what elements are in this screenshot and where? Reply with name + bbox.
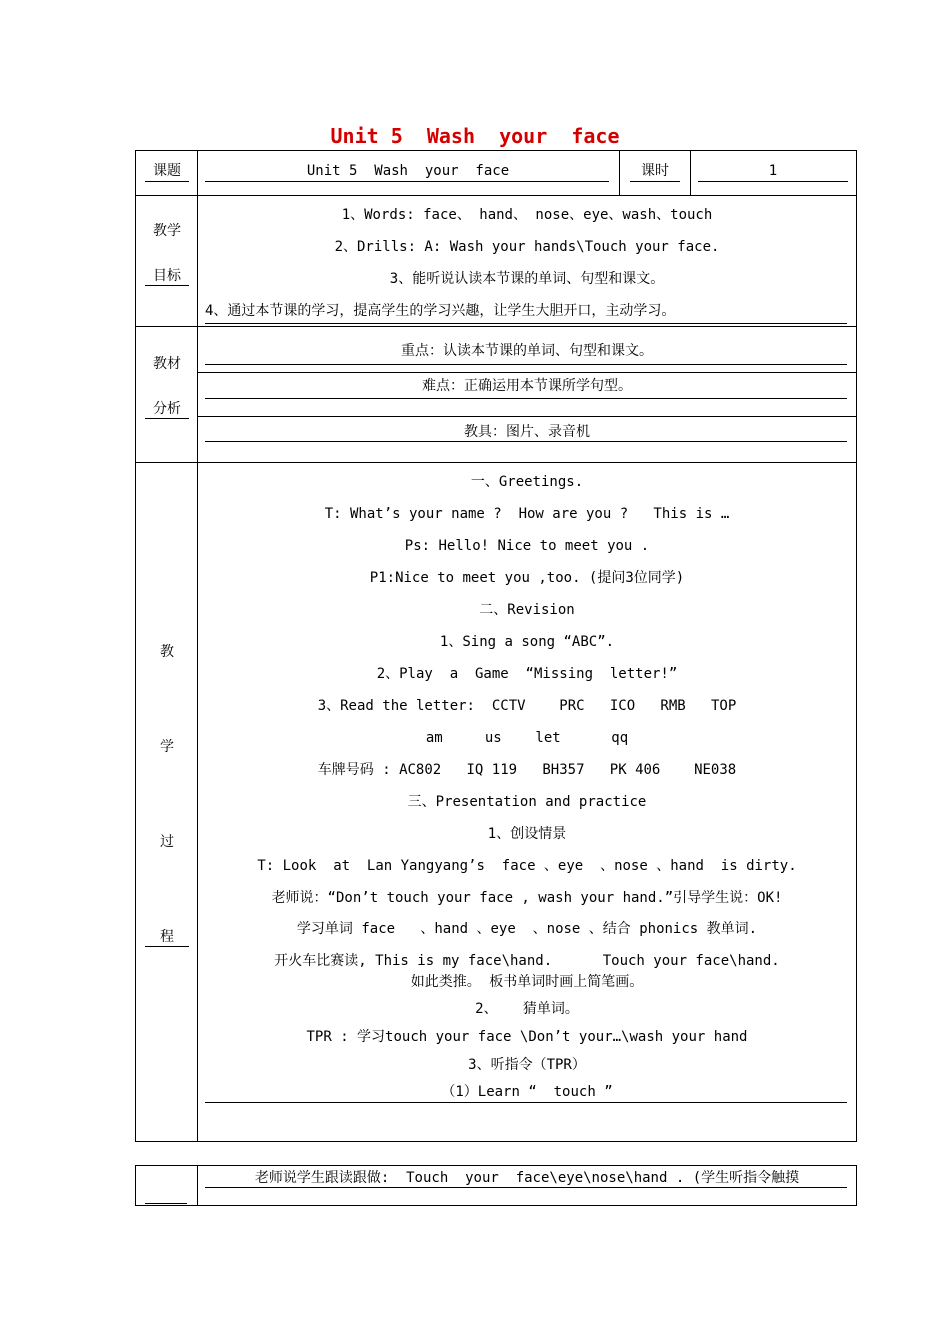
goals-label-line1: 教学 (153, 223, 181, 239)
process-line: 3、听指令（TPR） (468, 1057, 586, 1073)
process-line: TPR : 学习touch your face \Don’t your…\wash your hand (306, 1029, 748, 1045)
process-line: 2、 猜单词。 (475, 1001, 579, 1017)
period-value-underline (698, 181, 848, 182)
analysis-label-line2: 分析 (153, 401, 181, 417)
process-line: T: Look at Lan Yangyang’s face 、eye 、nose 、hand is dirty. (257, 858, 797, 874)
goals-label-line2: 目标 (153, 268, 181, 284)
continuation-left-border (135, 1165, 136, 1206)
table-top-border (135, 150, 857, 151)
process-line: 一、Greetings. (470, 474, 584, 490)
row-divider (135, 462, 857, 463)
analysis-label-line1: 教材 (153, 356, 181, 372)
label-column-divider (197, 150, 198, 1142)
continuation-bottom-border (135, 1205, 857, 1206)
header-divider (619, 150, 620, 195)
continuation-divider (197, 1165, 198, 1206)
topic-value-underline (205, 181, 609, 182)
continuation-right-border (856, 1165, 857, 1206)
process-line: 2、Play a Game “Missing letter!” (376, 666, 678, 682)
process-label-underline (145, 946, 189, 947)
goals-label-underline (145, 285, 189, 286)
process-underline (205, 1102, 847, 1103)
process-line: 老师说：“Don’t touch your face , wash your hand.”引导学生说：OK! (271, 890, 783, 906)
analysis-label-underline (145, 418, 189, 419)
process-line: 1、Sing a song “ABC”. (439, 634, 615, 650)
table-left-border (135, 150, 136, 1142)
difficulty-underline (205, 398, 847, 399)
process-line: am us let qq (425, 730, 629, 746)
process-line: Ps: Hello! Nice to meet you . (404, 538, 650, 554)
process-line: P1:Nice to meet you ,too. (提问3位同学) (369, 570, 685, 586)
row-divider (135, 326, 857, 327)
teaching-aids: 教具：图片、录音机 (464, 424, 590, 440)
header-divider (690, 150, 691, 195)
process-line: （1）Learn “ touch ” (441, 1084, 613, 1100)
goals-underline (205, 323, 847, 324)
process-label-char: 学 (160, 739, 174, 755)
goal-line: 1、Words: face、 hand、 nose、eye、wash、touch (341, 207, 713, 223)
topic-label-underline (145, 181, 189, 182)
teaching-aids-underline (205, 441, 847, 442)
document-title: Unit 5 Wash your face (330, 124, 620, 148)
topic-label: 课题 (153, 163, 181, 179)
row-divider (135, 195, 857, 196)
process-line: 3、Read the letter: CCTV PRC ICO RMB TOP (317, 698, 737, 714)
process-line: 车牌号码 : AC802 IQ 119 BH357 PK 406 NE038 (317, 762, 737, 778)
period-label: 课时 (641, 163, 669, 179)
sub-row-divider (197, 372, 857, 373)
key-point-underline (205, 364, 847, 365)
key-point: 重点：认读本节课的单词、句型和课文。 (401, 343, 653, 359)
process-line: 1、创设情景 (487, 826, 567, 842)
table-bottom-border (135, 1141, 857, 1142)
goal-line: 4、通过本节课的学习，提高学生的学习兴趣，让学生大胆开口，主动学习。 (205, 303, 676, 319)
sub-row-divider (197, 416, 857, 417)
table-right-border (856, 150, 857, 1142)
process-line: 学习单词 face 、hand 、eye 、nose 、结合 phonics 教单词. (296, 921, 758, 937)
continuation-top-border (135, 1165, 857, 1166)
process-line: 如此类推。 板书单词时画上简笔画。 (410, 974, 644, 990)
topic-value: Unit 5 Wash your face (306, 163, 510, 179)
process-line: 二、Revision (479, 602, 575, 618)
process-label-char: 教 (160, 644, 174, 660)
period-label-underline (630, 181, 680, 182)
continuation-label-underline (145, 1203, 187, 1204)
process-label-char: 程 (160, 929, 174, 945)
difficulty: 难点：正确运用本节课所学句型。 (422, 378, 632, 394)
continuation-line: 老师说学生跟读跟做: Touch your face\eye\nose\hand . (学生听指令触摸 (254, 1170, 800, 1186)
goal-line: 3、能听说认读本节课的单词、句型和课文。 (389, 271, 665, 287)
goal-line: 2、Drills: A: Wash your hands\Touch your face. (334, 239, 720, 255)
process-label-char: 过 (160, 834, 174, 850)
process-line: 开火车比赛读, This is my face\hand. Touch your face\hand. (274, 953, 780, 969)
process-line: T: What’s your name ? How are you ? This is … (324, 506, 730, 522)
period-value: 1 (768, 163, 778, 179)
continuation-underline (205, 1187, 847, 1188)
process-line: 三、Presentation and practice (407, 794, 647, 810)
